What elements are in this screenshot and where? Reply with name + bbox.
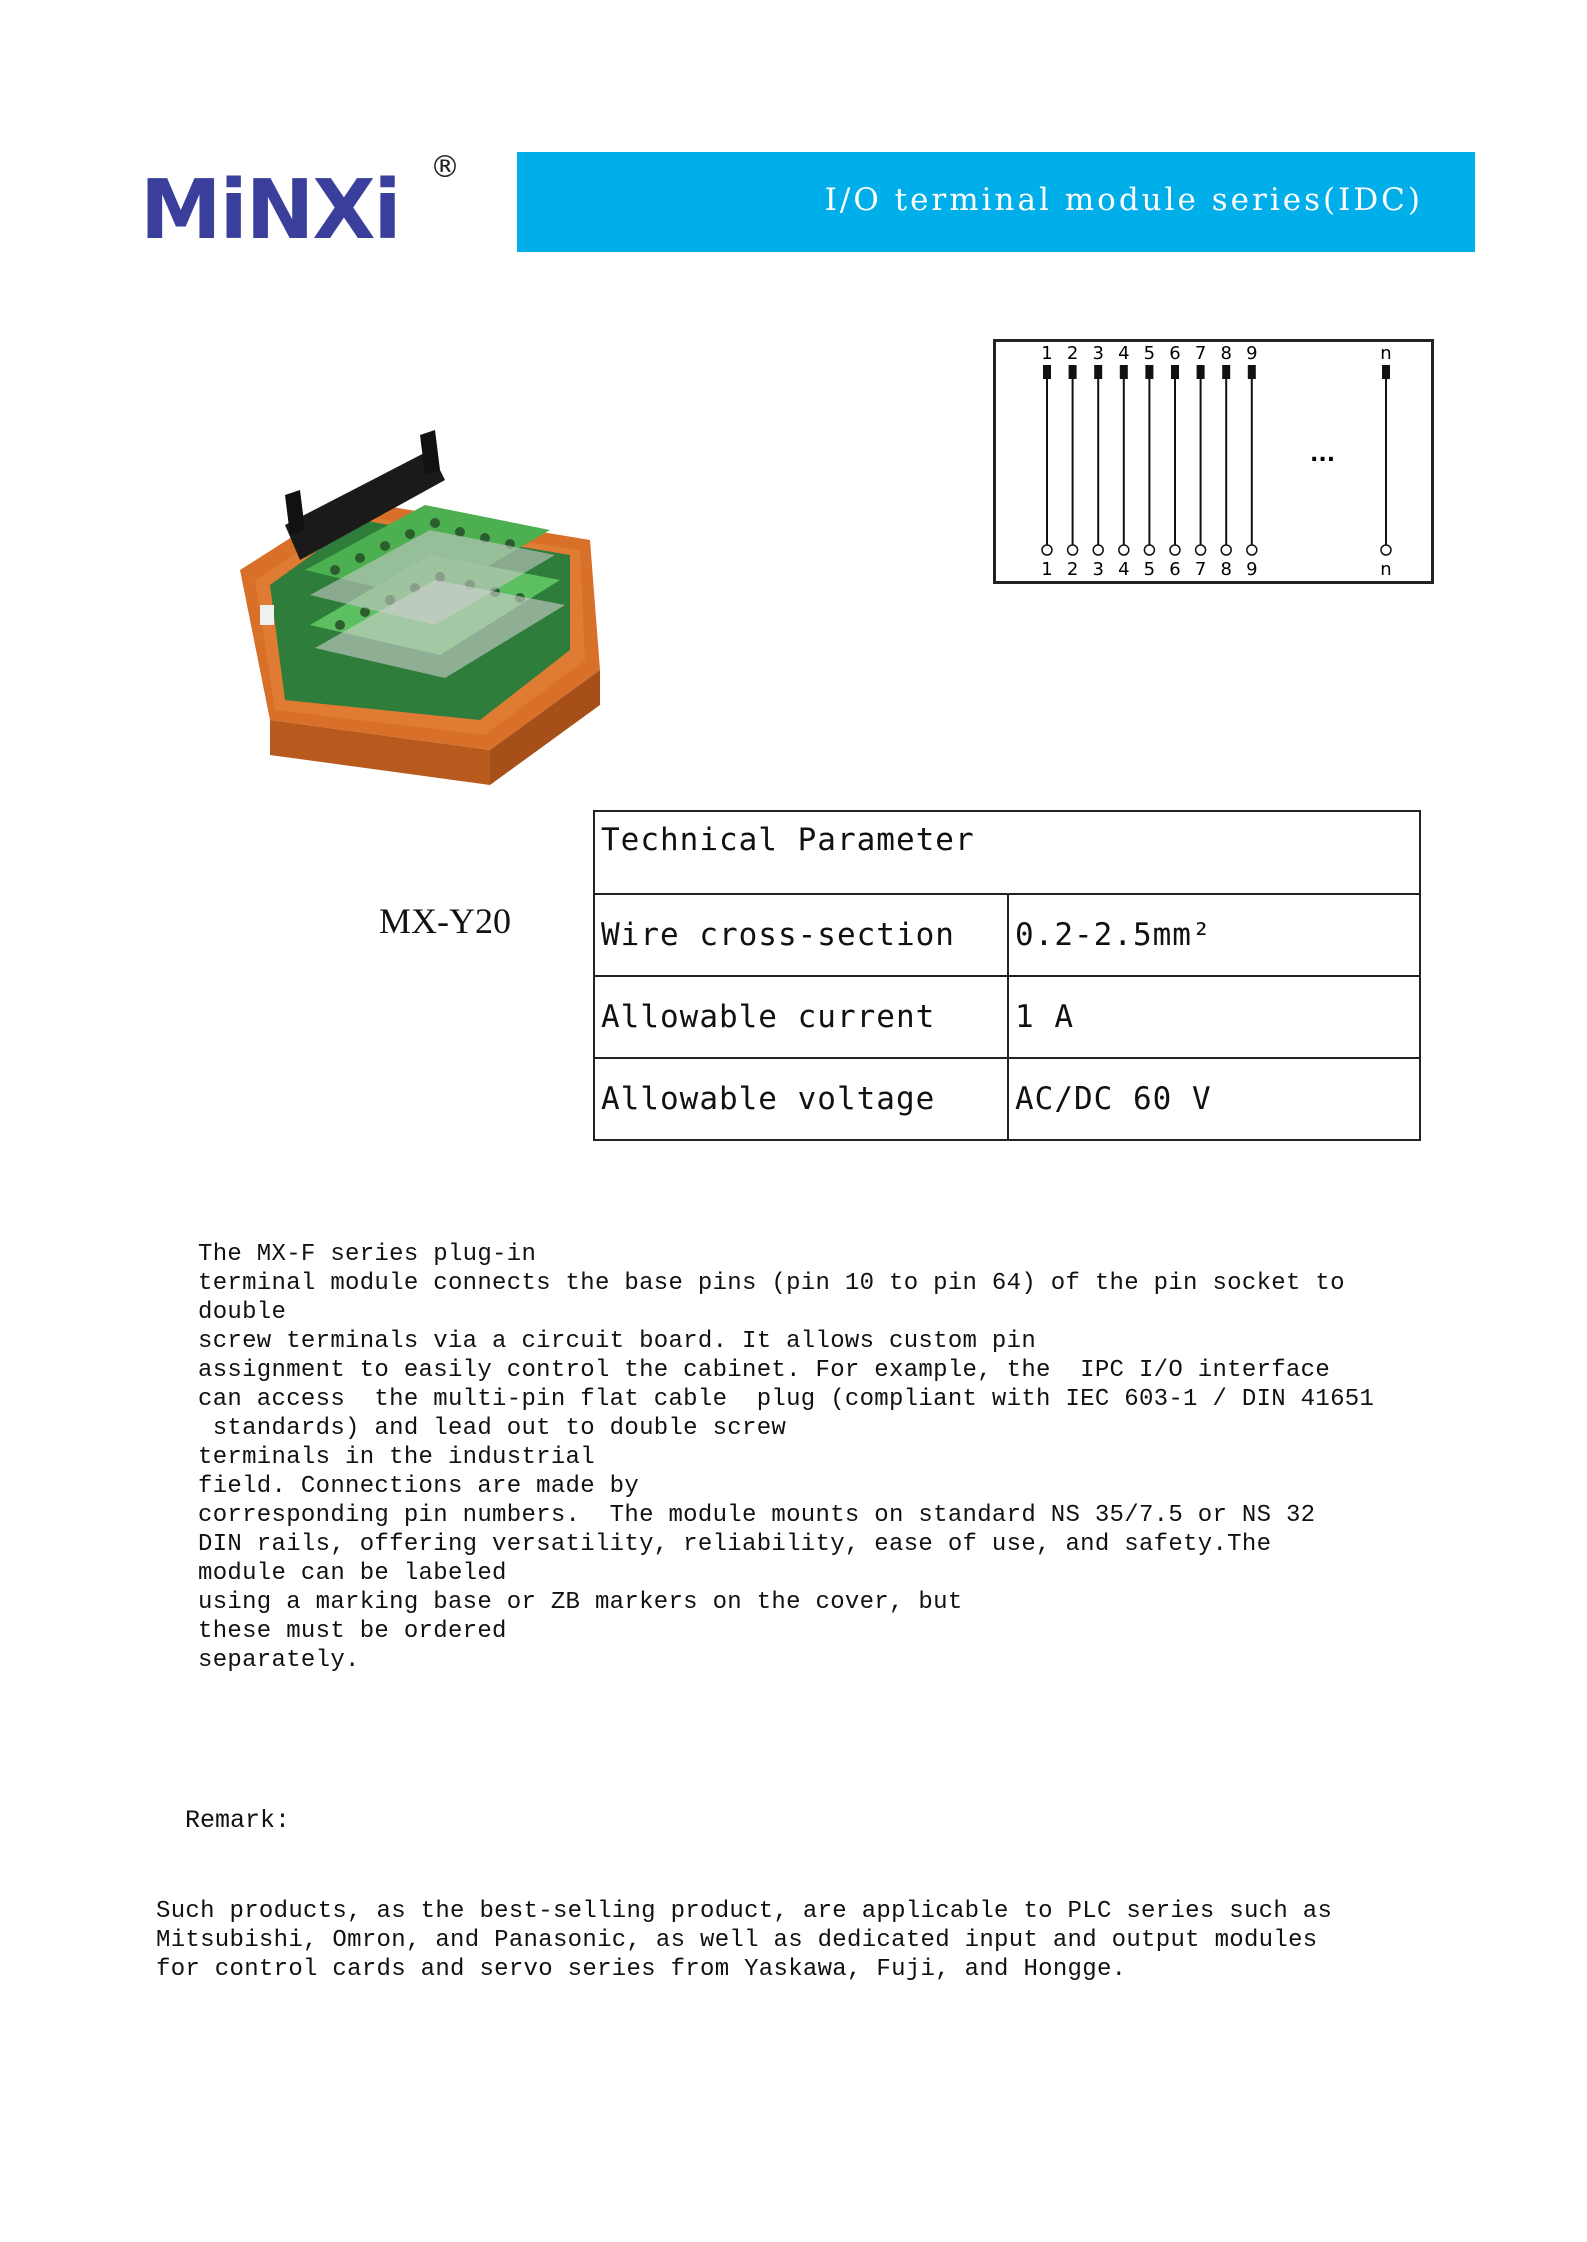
pin-block xyxy=(1043,365,1051,379)
terminal-bottom-label: 7 xyxy=(1194,559,1207,580)
terminal-top-label: 8 xyxy=(1220,343,1232,364)
terminal-top-label: 1 xyxy=(1041,343,1053,364)
pin-block xyxy=(1069,365,1077,379)
table-row xyxy=(594,894,1420,976)
pin-block xyxy=(1120,365,1128,379)
description-line: screw terminals via a circuit board. It allows custom pin xyxy=(198,1328,1037,1355)
description-line: module can be labeled xyxy=(198,1560,507,1587)
screw-terminal-circle xyxy=(1196,545,1206,555)
description-line: separately. xyxy=(198,1647,360,1674)
terminal-top-label: n xyxy=(1380,343,1392,364)
terminal-bottom-label: 8 xyxy=(1220,559,1232,580)
param-value: 1 A xyxy=(1008,976,1420,1058)
terminal-top-label: 9 xyxy=(1246,343,1258,364)
screw-terminal-circle xyxy=(1247,545,1257,555)
description-line: standards) and lead out to double screw xyxy=(198,1415,787,1442)
param-value: 0.2-2.5mm² xyxy=(1008,894,1420,976)
description-line: assignment to easily control the cabinet. For example, the IPC I/O interface xyxy=(198,1357,1331,1384)
application-note xyxy=(156,1897,1332,1984)
screw-terminal-circle xyxy=(1119,545,1129,555)
table-header: Technical Parameter xyxy=(594,811,1420,894)
description-line: corresponding pin numbers. The module mounts on standard NS 35/7.5 or NS 32 xyxy=(198,1502,1316,1529)
table-row xyxy=(594,976,1420,1058)
screw-terminal-circle xyxy=(1170,545,1180,555)
description-line: DIN rails, offering versatility, reliability, ease of use, and safety.The xyxy=(198,1531,1272,1558)
terminal-bottom-label: n xyxy=(1380,559,1392,580)
terminal-bottom-label: 5 xyxy=(1143,559,1156,580)
product-image xyxy=(230,420,650,800)
header-title: I/O terminal module series(IDC) xyxy=(824,182,1423,218)
technical-parameter-table xyxy=(593,810,1421,1141)
screw-terminal-circle xyxy=(1042,545,1052,555)
param-label: Allowable current xyxy=(594,976,1008,1058)
pin-block xyxy=(1171,365,1179,379)
param-label: Wire cross-section xyxy=(594,894,1008,976)
description-line: field. Connections are made by xyxy=(198,1473,640,1500)
note-line: Mitsubishi, Omron, and Panasonic, as well as dedicated input and output modules xyxy=(156,1927,1318,1954)
screw-terminal-circle xyxy=(1093,545,1103,555)
note-line: Such products, as the best-selling product, are applicable to PLC series such as xyxy=(156,1898,1333,1925)
terminal-top-label: 3 xyxy=(1092,343,1104,364)
terminal-top-label: 7 xyxy=(1194,343,1207,364)
remark-label: Remark: xyxy=(185,1806,291,1835)
brand-logo-text: MiNXi xyxy=(140,163,400,258)
model-number: MX-Y20 xyxy=(379,901,511,941)
terminal-bottom-label: 9 xyxy=(1246,559,1258,580)
screw-terminal-circle xyxy=(1381,545,1391,555)
screw-terminal-circle xyxy=(1144,545,1154,555)
terminal-bottom-label: 3 xyxy=(1092,559,1104,580)
screw-terminal-circle xyxy=(1068,545,1078,555)
terminal-top-label: 2 xyxy=(1066,343,1079,364)
pin-block xyxy=(1248,365,1256,379)
table-row xyxy=(594,1058,1420,1140)
pin-block xyxy=(1145,365,1153,379)
param-label: Allowable voltage xyxy=(594,1058,1008,1140)
pin-block xyxy=(1094,365,1102,379)
description-line: The MX-F series plug-in xyxy=(198,1241,537,1268)
diagram-ellipsis: ... xyxy=(1310,442,1336,467)
terminal-bottom-label: 4 xyxy=(1118,559,1130,580)
wiring-diagram xyxy=(993,339,1434,584)
description-line: can access the multi-pin flat cable plug (compliant with IEC 603-1 / DIN 41651 xyxy=(198,1386,1375,1413)
description-line: terminals in the industrial xyxy=(198,1444,595,1471)
description-line: these must be ordered xyxy=(198,1618,507,1645)
pin-block xyxy=(1197,365,1205,379)
terminal-top-label: 6 xyxy=(1169,343,1181,364)
description-line: terminal module connects the base pins (pin 10 to pin 64) of the pin socket to xyxy=(198,1270,1345,1297)
terminal-top-label: 5 xyxy=(1143,343,1156,364)
terminal-top-label: 4 xyxy=(1118,343,1130,364)
terminal-bottom-label: 2 xyxy=(1066,559,1079,580)
table-header-row xyxy=(594,811,1420,894)
brand-logo xyxy=(140,150,470,270)
registered-trademark-mark: ® xyxy=(430,150,460,185)
screw-terminal-circle xyxy=(1221,545,1231,555)
param-value: AC/DC 60 V xyxy=(1008,1058,1420,1140)
description-line: using a marking base or ZB markers on the cover, but xyxy=(198,1589,963,1616)
diagram-frame xyxy=(995,341,1433,583)
pin-block xyxy=(1222,365,1230,379)
pin-block xyxy=(1382,365,1390,379)
header-bar xyxy=(517,152,1475,252)
terminal-bottom-label: 6 xyxy=(1169,559,1181,580)
note-line: for control cards and servo series from Yaskawa, Fuji, and Hongge. xyxy=(156,1956,1127,1983)
description-line: double xyxy=(198,1299,287,1326)
terminal-bottom-label: 1 xyxy=(1041,559,1053,580)
product-description xyxy=(198,1240,1374,1675)
